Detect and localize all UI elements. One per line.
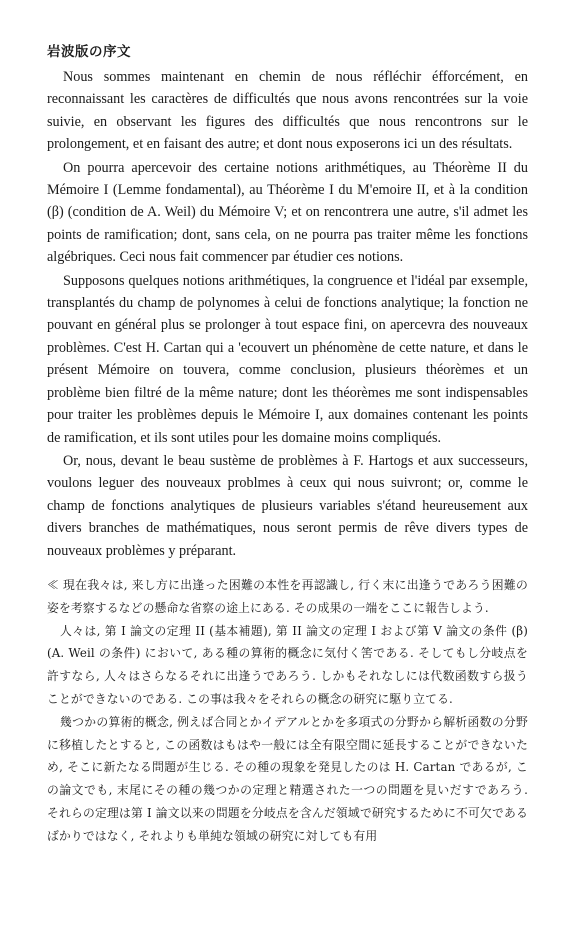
japanese-translation	[47, 574, 528, 848]
french-preface	[47, 66, 528, 562]
section-heading: 岩波版の序文	[47, 44, 131, 60]
french-paragraph-4: Or, nous, devant le beau sustème de problèmes à F. Hartogs et aux successeurs, voulons leguer des nouveaux problmes à ceux qui nous suivront; or, comme le champ de fonctions analytiques de plusieurs variables s'étand heureusement aux divers branches de mathématiques, nous seront permis de rêve divers types de nouveaux problèmes y préparant.	[47, 452, 528, 559]
french-paragraph-3: Supposons quelques notions arithmétiques, la congruence et l'idéal par exsemple, transplantés du champ de polynomes à celui de fonctions analytique; la fonction ne pouvant en général plus se prolonger à tout espace fini, on apercevra des nouveaux problèmes. C'est H. Cartan qui a 'ecouvert un phénomène de cette nature, et dans le présent Mémoire on touvera, comme conclusion, plusieurs théorèmes et un problème bien filtré de la même nature; dont les théorèmes me sont indispensables pour traiter les problèmes depuis le Mémoire I, aux domaines contenant les points de ramification, et ils sont utiles pour les domaine moins compliqués.	[47, 272, 528, 446]
french-paragraph-2: On pourra apercevoir des certaine notions arithmétiques, au Théorème II du Mémoire I (Lemme fondamental), au Théorème I du M'emoire II, et à la condition (β) (condition de A. Weil) du Mémoire V; et on rencontrera une autre, s'il admet les points de ramification; dont, sans cela, on ne pourra pas traiter même les fonctions algébriques. Ceci nous fait commencer par étudier ces notions.	[47, 159, 528, 266]
japanese-paragraph-2: 人々は, 第 I 論文の定理 II (基本補題), 第 II 論文の定理 I および第 V 論文の条件 (β) (A. Weil の条件) において, ある種の算術的概念に気付く筈である. そしてもし分岐点を許すなら, 人々はさらなるそれに出逢うであろう. しかもそれなしには代数函数すら扱うことができないのである. この事は我々をそれらの概念の研究に駆り立てる.	[47, 623, 528, 706]
french-paragraph-1: Nous sommes maintenant en chemin de nous réfléchir éfforcément, en reconnaissant les caractères de difficultés que nous avons rencontrées sur la voie suivie, en observant les figures des difficultés que nous rencontrons sur le prolongement, et en faisant des autre; et dont nous exposerons ici un des résultats.	[47, 69, 528, 153]
japanese-paragraph-1: ≪ 現在我々は, 来し方に出逢った困難の本性を再認識し, 行く末に出逢うであろう困難の姿を考察するなどの懸命な省察の途上にある. その成果の一端をここに報告しよう.	[47, 577, 528, 615]
japanese-paragraph-3: 幾つかの算術的概念, 例えば合同とかイデアルとかを多項式の分野から解析函数の分野に移植したとすると, この函数はもはや一般には全有限空間に延長することができないため, そこに新たなる問題が生じる. その種の現象を発見したのは H. Cartan であるが, この論文でも, 末尾にその種の幾つかの定理と精選された一つの問題を見いだすであろう. それらの定理は第 I 論文以来の問題を分岐点を含んだ領域で研究するために不可欠であるばかりではなく, それよりも単純な領域の研究に対しても有用	[47, 714, 528, 843]
